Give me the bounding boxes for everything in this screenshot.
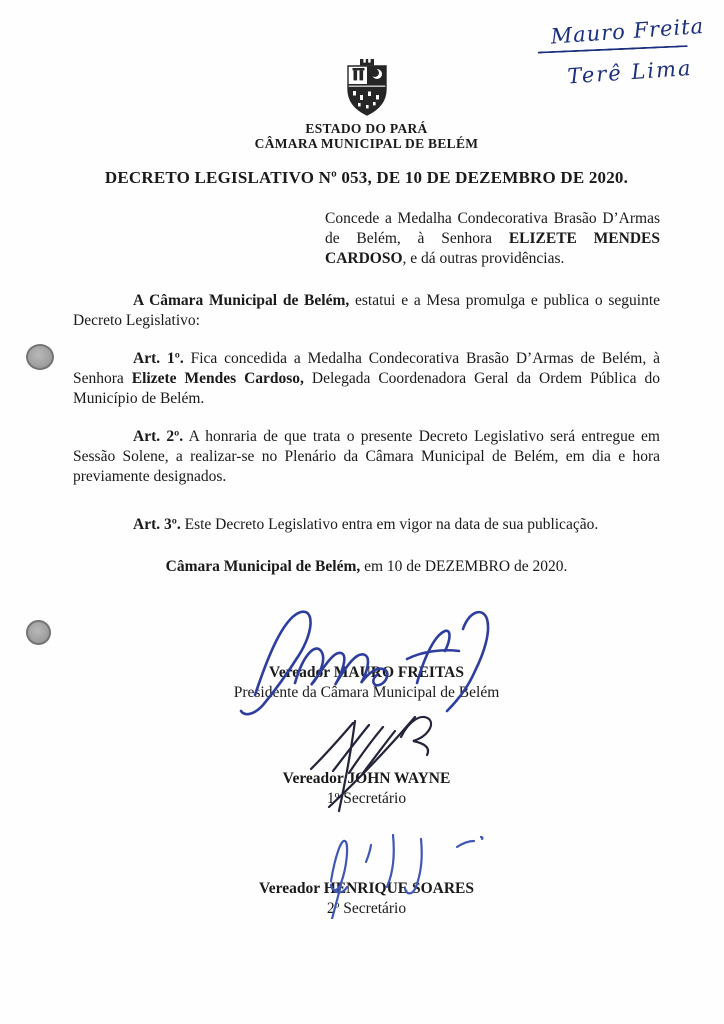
- signature-block-second-secretary: [73, 809, 660, 919]
- first-secretary-name: Vereador JOHN WAYNE: [282, 769, 451, 787]
- article-3: [73, 515, 660, 535]
- ementa: [325, 209, 660, 269]
- article-1-text-end: Delegada Coordenadora Geral da Ordem Pública do Município de Belém.: [73, 370, 660, 407]
- second-secretary-role: 2º Secretário: [326, 899, 407, 917]
- opening-rest: estatui e a Mesa promulga e publica o seguinte Decreto Legislativo:: [73, 292, 660, 329]
- signature-block-president: [73, 593, 660, 703]
- article-1-label: Art. 1º.: [133, 350, 184, 367]
- punch-hole-top: [26, 344, 54, 370]
- opening-paragraph: [73, 291, 660, 331]
- article-3-text: Este Decreto Legislativo entra em vigor na data de sua publicação.: [180, 516, 599, 533]
- state-name: ESTADO DO PARÁ: [305, 121, 428, 136]
- belem-coat-of-arms-icon: [343, 58, 391, 116]
- first-secretary-role: 1º Secretário: [326, 789, 407, 807]
- president-role: Presidente da Câmara Municipal de Belém: [233, 683, 500, 701]
- article-2-text: A honraria de que trata o presente Decreto Legislativo será entregue em Sessão Solene, a realizar-se no Plenário da Câmara Municipal de Belém, em dia e hora previamente designados.: [73, 428, 660, 485]
- handwritten-name-1: Mauro Freita: [549, 13, 705, 49]
- article-1: [73, 349, 660, 409]
- dateline-bold: Câmara Municipal de Belém,: [165, 558, 361, 575]
- article-2-label: Art. 2º.: [133, 428, 184, 445]
- decree-title: DECRETO LEGISLATIVO Nº 053, DE 10 DE DEZEMBRO DE 2020.: [104, 168, 629, 187]
- dateline: [73, 557, 660, 577]
- ementa-text-end: , e dá outras providências.: [402, 250, 565, 267]
- article-1-text: Fica concedida a Medalha Condecorativa Brasão D’Armas de Belém, à Senhora: [73, 350, 660, 387]
- ementa-honoree-name: ELIZETE MENDES CARDOSO: [325, 230, 660, 267]
- president-name: Vereador MAURO FREITAS: [269, 663, 464, 681]
- article-3-label: Art. 3º.: [133, 516, 181, 533]
- article-1-honoree-name: Elizete Mendes Cardoso,: [131, 370, 304, 387]
- coat-of-arms-wrap: [73, 58, 660, 121]
- ementa-text-start: Concede a Medalha Condecorativa Brasão D’Armas de Belém, à Senhora: [325, 210, 660, 247]
- chamber-name: CÂMARA MUNICIPAL DE BELÉM: [254, 136, 479, 151]
- dateline-rest: em 10 de DEZEMBRO de 2020.: [360, 558, 568, 575]
- second-secretary-name: Vereador HENRIQUE SOARES: [258, 879, 475, 897]
- opening-bold: A Câmara Municipal de Belém,: [133, 292, 350, 309]
- org-header: [73, 121, 660, 151]
- handwritten-name-2: Terê Lima: [566, 56, 694, 89]
- punch-hole-bottom: [26, 620, 51, 645]
- signature-block-first-secretary: [73, 703, 660, 809]
- article-2: [73, 427, 660, 487]
